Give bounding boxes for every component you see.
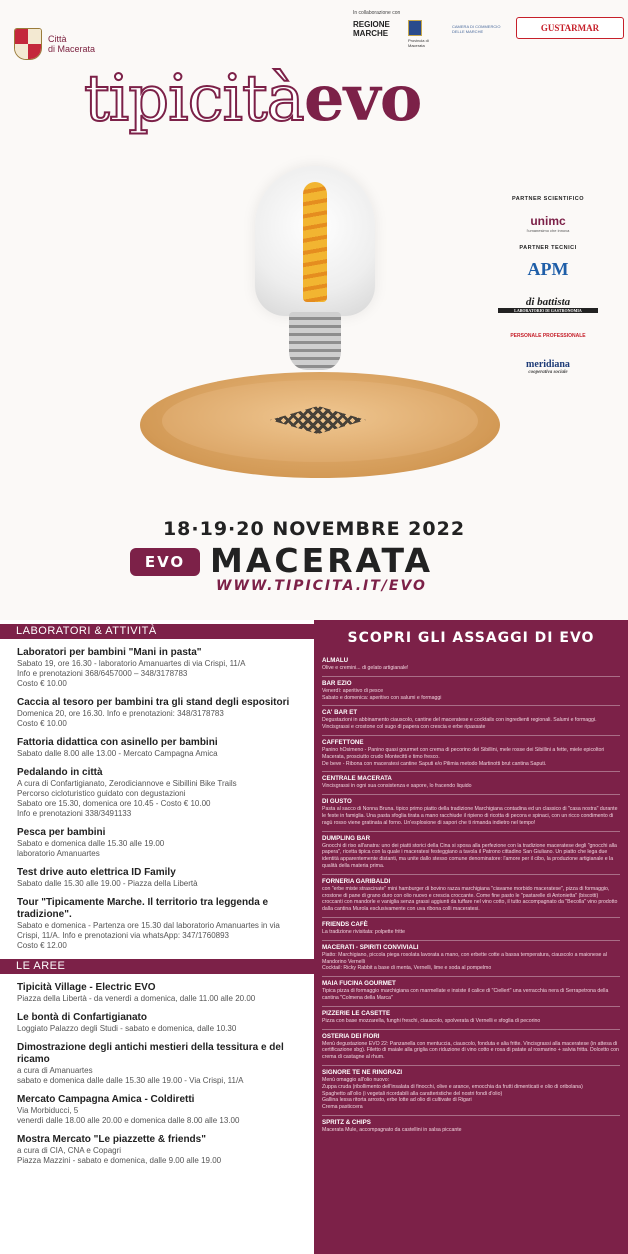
activity-item-detail: Domenica 20, ore 16.30. Info e prenotazioni: 348/3178783 [17,709,224,718]
area-item [17,982,304,1004]
activity-item-detail: Sabato dalle 15.30 alle 19.00 - Piazza della Libertà [17,879,198,888]
venue-item-detail: Spaghetto all'olio (i vegetali ricordabili alla caratteristiche del nostri fondi d'olio) [322,1090,503,1097]
wheat-ear-icon [303,182,327,302]
venue-item [322,1065,620,1115]
venue-item-detail: Menù degustazione EVO 22: Panzanella con mentuccia, ciauscolo, fonduta e alia fritte. Vincisgrassi alla maceratese (in attesa di certificazione sbg). Filetto di maiale alla griglia con riduzione di vino cotto e rosa di patate al rosmarino + salvia fritta. Dolcetto con crema di castagne al rhum. [322,1040,619,1061]
activity-item-detail: Costo € 10.00 [17,679,67,688]
venue-item [322,794,620,830]
activity-item [17,767,304,819]
area-item-detail: Piazza della Libertà - da venerdì a domenica, dalle 11.00 alle 20.00 [17,994,256,1003]
venue-item [322,831,620,874]
area-item-title: Tipicità Village - Electric EVO [17,982,156,993]
area-item [17,1042,304,1086]
area-item-detail: sabato e domenica dalle dalle 15.30 alle 19.00 - Via Crispi, 11/A [17,1076,244,1085]
venue-item-title: CA' BAR ET [322,709,358,717]
activity-item [17,737,304,759]
venue-item [322,874,620,917]
activity-item-detail: Costo € 12.00 [17,941,67,950]
activity-item-title: Caccia al tesoro per bambini tra gli stand degli espositori [17,697,290,708]
labs-list [0,647,314,951]
evo-badge: EVO [130,548,200,576]
venue-item-title: DUMPLING BAR [322,834,371,842]
regione-line-2: MARCHE [353,29,389,38]
bulb-socket-image [289,312,341,370]
activity-item-title: Tour "Tipicamente Marche. Il territorio tra leggenda e tradizione". [17,897,269,920]
area-item-title: Le bontà di Confartigianato [17,1012,147,1023]
regione-marche-logo [353,20,390,38]
city-logo [14,28,95,60]
area-item-detail: Piazza Mazzini - sabato e domenica, dalle 9.00 alle 19.00 [17,1156,222,1165]
venue-item-detail: Vincisgrassi in ogni sua consistenza e sapore, lo fracendo liquido [322,783,472,790]
venue-item-title: CENTRALE MACERATA [322,775,392,783]
provincia-label: Provincia di Macerata [408,38,429,48]
camera-commercio-logo: CAMERA DI COMMERCIO DELLE MARCHE [452,24,501,34]
area-item-title: Mercato Campagna Amica - Coldiretti [17,1094,195,1105]
areas-list [0,982,314,1166]
city-name-line-1: Città [48,34,67,44]
battista-name: di battista [525,296,571,308]
battista-sub: LABORATORIO DI GASTRONOMIA [498,308,598,313]
venue-item [322,976,620,1006]
area-item-detail: venerdì dalle 18.00 alle 20.00 e domenica dalle 8.00 alle 13.00 [17,1116,240,1125]
venue-item [322,940,620,976]
venue-item-detail: La tradizione rivisitata: polpette fritte [322,928,406,935]
di-battista-logo [498,296,598,313]
venue-item-detail: De beve - Ribona con maceratesi cantine Saputi e/o Pilimia metodo Martinotti brut cantina Saputi. [322,760,547,767]
venue-item [322,1115,620,1138]
venue-item [322,705,620,735]
event-city: MACERATA [210,541,434,580]
provincia-shield-icon [408,20,422,36]
activity-item-title: Pedalando in città [17,767,103,778]
collab-label: In collaborazione con [353,10,401,16]
partners-column [498,196,598,375]
activity-item-title: Test drive auto elettrica ID Family [17,867,176,878]
activity-item-title: Pesca per bambini [17,827,106,838]
activity-item [17,867,304,889]
activity-item-detail: Costo € 10.00 [17,719,67,728]
unimc-tagline: l'umanesimo che innova [526,228,570,233]
gustarmar-logo: GUSTARMAR [516,17,624,39]
venue-item [322,654,620,676]
activity-item [17,647,304,689]
activity-item-detail: Sabato dalle 8.00 alle 13.00 - Mercato Campagna Amica [17,749,218,758]
activity-item-detail: laboratorio Amanuartes [17,849,100,858]
meridiana-sub: cooperativa sociale [528,370,568,375]
areas-heading: LE AREE [0,959,314,974]
activity-item-detail: Info e prenotazioni 338/3491133 [17,809,132,818]
area-item-detail: Loggiato Palazzo degli Studi - sabato e domenica, dalle 10.30 [17,1024,237,1033]
venue-item [322,735,620,771]
area-item-title: Dimostrazione degli antichi mestieri della tessitura e del ricamo [17,1042,284,1065]
venue-item-detail: Olive e cremini... di gelato artigianale! [322,665,409,671]
tastings-heading: SCOPRI GLI ASSAGGI DI EVO [347,630,595,646]
activity-item [17,827,304,859]
area-item [17,1012,304,1034]
area-item-title: Mostra Mercato "Le piazzette & friends" [17,1134,206,1145]
venue-item-detail: Degustazioni in abbinamento ciauscolo, cantine del maceratese e cocktails con ingredienti regionali. Salumi e formaggi. Vincisgrassi e crostone col sugo di papera con crescia e erbe ripassate [322,717,597,731]
activity-item [17,697,304,729]
activities-column [0,624,314,1254]
activity-item-detail: Sabato e domenica dalle 15.30 alle 19.00 [17,839,165,848]
venue-item-title: CAFFETTONE [322,738,364,746]
venue-item-detail: Piatto: Marchigiano, piccola piega rosolata lavorata a mano, con erbette cotte a bassa temperatura, ciauscolo a maionese al Mandorino Vernelli [322,951,607,965]
venue-item-detail: Crema pasticcera [322,1104,363,1111]
activity-item-detail: A cura di Confartigianato, Zerodiciannove e Sibillini Bike Trails [17,779,237,788]
activity-item-detail: Percorso cicloturistico guidato con degustazioni [17,789,186,798]
meridiana-logo [498,359,598,375]
title-tipicita: tipicità [84,62,304,136]
venue-item-detail: Sabato e domenica: aperitivo con salumi e formaggi [322,694,442,701]
activity-item [17,897,304,951]
meridiana-name: meridiana [526,359,570,370]
city-name-line-2: di Macerata [48,44,96,54]
title-evo: evo [303,61,422,136]
venue-item-detail: Gallina lessa ritorta arrosto, erbe lotte ad olio di cultivate di Rigari [322,1097,472,1104]
venue-item-title: PIZZERIE LE CASETTE [322,1009,391,1017]
regione-line-1: REGIONE [353,20,390,29]
activity-item-detail: Sabato e domenica - Partenza ore 15.30 dal laboratorio Amanuartes in via Crispi, 11/A. Info e prenotazioni via whatsApp: 347/1760893 [17,921,280,940]
venue-item [322,676,620,706]
venue-item-detail: con "erbe miste strascinate" mini hamburger di bovino razza marchigiana "ciavame morbido maceratese", pizza di formaggio, crostone di pane di grano duro con olio nuovo e crescia croccante. Come fine pasto le "pastarelle di Antonietta" (biscotti) croccanti con mandorle e vaniglia senza grassi aggiunti da tuffare nel vino cotto, il tutto accompagnato da "Becolla" vino prodotto dalla cantina Murola esclusivamente con uva ribona colli maceratesi. [322,885,618,913]
venue-item-title: BAR EZIO [322,679,352,687]
event-url[interactable]: WWW.TIPICITA.IT/EVO [216,578,427,594]
tastings-column [314,620,628,1254]
technical-partners-label: PARTNER TECNICI [519,245,577,251]
venue-item-title: FRIENDS CAFÈ [322,920,368,928]
area-item [17,1094,304,1126]
venue-list [314,654,628,1138]
venue-item-title: SPRITZ & CHIPS [322,1118,371,1126]
venue-item-detail: Cocktail: Ricky Rabbit a base di menta, Vernelli, lime e soda al pompelmo [322,965,492,972]
activity-item-detail: Sabato ore 15.30, domenica ore 10.45 - Costo € 10.00 [17,799,211,808]
venue-item-detail: Venerdì: aperitivo di pesce [322,687,384,694]
venue-item-title: SIGNORE TE NE RINGRAZI [322,1068,403,1076]
poster-header [0,0,628,620]
unimc-name: unimc [530,214,566,228]
venue-item-detail: Macerata Mule, accompagnato da castellini in salsa piccante [322,1126,462,1133]
activity-item-detail: Sabato 19, ore 16.30 - laboratorio Amanuartes di via Crispi, 11/A [17,659,246,668]
event-dates: 18·19·20 NOVEMBRE 2022 [162,518,466,540]
venue-item-title: FORNERIA GARIBALDI [322,877,391,885]
personale-logo: PERSONALE PROFESSIONALE [510,333,586,339]
activity-item-title: Laboratori per bambini "Mani in pasta" [17,647,202,658]
venue-item-detail: Tipica pizza di formaggio marchigiana con marmellate e insiste il calice di "Ciellert" una verracchia nera di Serrapetrona della cantina "Colmena della Marca" [322,988,609,1001]
venue-item-title: DI GUSTO [322,798,352,806]
venue-item-title: OSTERIA DEI FIORI [322,1032,380,1040]
activity-item-detail: Info e prenotazioni 368/6457000 – 348/3178783 [17,669,188,678]
venue-item-detail: Pasta al sacco di Nonna Bruna. tipico primo piatto della tradizione Marchigiana contadina ed un classico di "casa nostra" durante le feste in famiglia. Una pasta sfoglia tirata a mano racchiude il ripieno di ricotta di pecora e spinaci, con un ricco condimento di ragù rosso viene gratinata al forno. Un'esplosione di sapori che ti rimanda indietro nel tempo! [322,806,618,826]
venue-item [322,771,620,794]
event-title [84,61,422,136]
unimc-logo [498,214,598,233]
venue-item-detail: Pizza con base mozzarella, funghi freschi, ciauscolo, spolverata di Vernelli e sfoglia di pecorino [322,1017,541,1024]
venue-item [322,917,620,940]
apm-logo: APM [527,259,569,279]
venue-item-detail: Panino hOsimeno - Panino quasi gourmet con crema di pecorino dei Sibillini, mele rosse dei Sibillini a fette, miele epicoltori Macerata, prosciutto crudo Montecitti e timo fresco. [322,746,605,760]
area-item-detail: a cura di CIA, CNA e Copagri [17,1146,122,1155]
area-item-detail: Via Morbiducci, 5 [17,1106,79,1115]
area-item [17,1134,304,1166]
city-shield-icon [14,28,42,60]
venue-item-detail: Zuppa cruda (ribollimento dell'insalata di finocchi, olive e arance, emocchia da frutti dimenticati e olio di oribolana) [322,1083,583,1090]
provincia-logo [408,20,446,48]
venue-item [322,1006,620,1029]
scientific-partner-label: PARTNER SCIENTIFICO [511,196,585,202]
venue-item-title: MAIA FUCINA GOURMET [322,980,396,988]
area-item-detail: a cura di Amanuartes [17,1066,93,1075]
venue-item-title: ALMALU [322,657,349,664]
venue-item-detail: Gnocchi di riso all'anatra: uno dei piatti storici della Cina si sposa alla perfezione con la tradizione maceratese degli "gnocchi alla papera", ricetta tipica con la quale i maceratesi festeggiano a tavola il Patrono cittadino San Giuliano. Un piatto che lega due identità apparentemente distanti, ma unite dallo stesso comune denominatore: l'amore per il cibo, la produzione artigianale e la qualità della materia prima. [322,842,617,869]
venue-item [322,1029,620,1065]
labs-heading: LABORATORI & ATTIVITÀ [0,624,314,639]
venue-item-title: MACERATI - SPIRITI CONVIVIALI [322,943,419,951]
venue-item-detail: Menù omaggio all'olio nuovo: [322,1076,390,1083]
activity-item-title: Fattoria didattica con asinello per bambini [17,737,218,748]
